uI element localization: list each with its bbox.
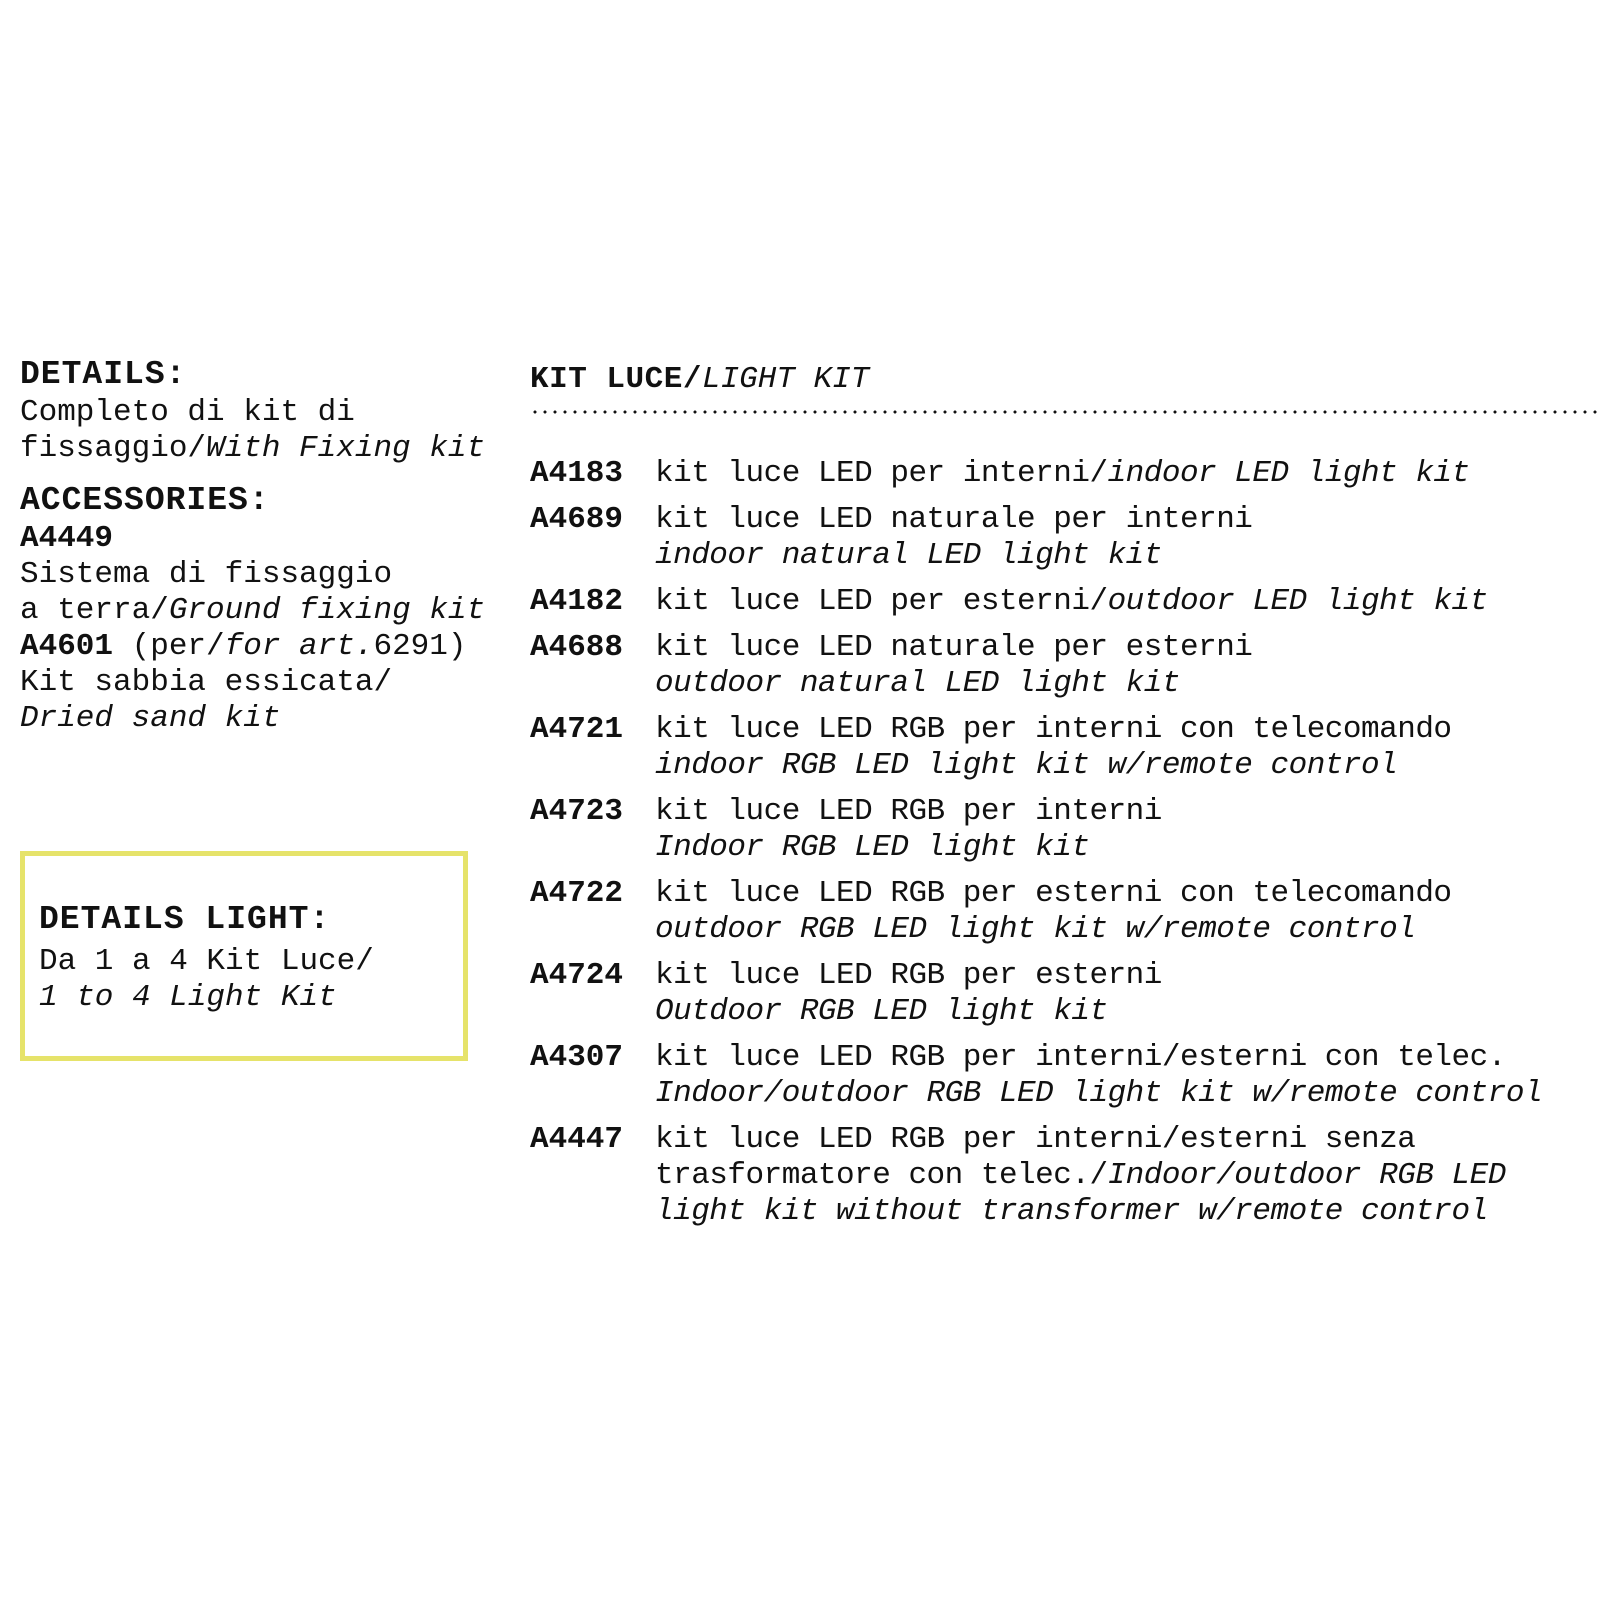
details-section	[20, 355, 510, 467]
kit-code: A4183	[530, 456, 624, 491]
kit-description-line	[655, 1040, 1600, 1076]
kit-row	[530, 1122, 1600, 1230]
kit-description-it: kit luce LED per interni/	[655, 456, 1108, 491]
details-light-box	[20, 851, 468, 1061]
accessory-item	[20, 521, 510, 629]
kit-description	[655, 1122, 1600, 1230]
accessory-code: A4449	[20, 521, 114, 556]
kit-description-en: light kit without transformer w/remote control	[655, 1194, 1488, 1229]
kit-description-it: kit luce LED naturale per esterni	[655, 630, 1253, 665]
accessory-line-2-en: Ground fixing kit	[168, 593, 486, 628]
kit-description-it: kit luce LED naturale per interni	[655, 502, 1253, 537]
kit-description-en: indoor LED light kit	[1107, 456, 1470, 491]
accessory-line-2-en: Dried sand kit	[20, 701, 281, 736]
details-line-1: Completo di kit di	[20, 395, 355, 430]
kit-row	[530, 794, 1600, 866]
kit-description-line	[655, 584, 1600, 620]
accessory-note-italic: for art.	[224, 629, 374, 664]
accessory-note-open: (per/	[113, 629, 225, 664]
kit-description-line	[655, 1076, 1600, 1112]
kit-description	[655, 456, 1600, 492]
kit-description-en: outdoor natural LED light kit	[655, 666, 1180, 701]
accessory-line-2-it: a terra/	[20, 593, 169, 628]
kit-code: A4182	[530, 584, 624, 619]
kit-code: A4723	[530, 794, 624, 829]
accessory-item	[20, 629, 510, 737]
kit-description-line	[655, 712, 1600, 748]
kit-description-line	[655, 1194, 1600, 1230]
kit-description-line	[655, 538, 1600, 574]
kit-description-line	[655, 666, 1600, 702]
kit-row	[530, 584, 1600, 620]
light-kit-title	[530, 360, 1600, 400]
kit-description-it: trasformatore con telec./	[655, 1158, 1108, 1193]
details-line-2-en: With Fixing kit	[206, 431, 486, 466]
kit-description-en: Indoor/outdoor RGB LED light kit w/remote control	[655, 1076, 1543, 1111]
kit-description	[655, 712, 1600, 784]
kit-row	[530, 456, 1600, 492]
kit-row	[530, 630, 1600, 702]
kit-code: A4307	[530, 1040, 624, 1075]
kit-description-en: indoor natural LED light kit	[655, 538, 1162, 573]
kit-description-en: Outdoor RGB LED light kit	[655, 994, 1108, 1029]
accessory-line-1: Kit sabbia essicata/	[20, 665, 393, 700]
kit-code: A4722	[530, 876, 624, 911]
details-light-line-2: 1 to 4 Light Kit	[39, 980, 337, 1015]
kit-description-it: kit luce LED RGB per interni/esterni senza	[655, 1122, 1416, 1157]
kit-code: A4724	[530, 958, 624, 993]
kit-description-line	[655, 876, 1600, 912]
details-line-2-it: fissaggio/	[20, 431, 207, 466]
kit-description	[655, 1040, 1600, 1112]
kit-description-line	[655, 502, 1600, 538]
light-kit-column	[530, 360, 1600, 1240]
kit-description-it: kit luce LED RGB per esterni con telecomando	[655, 876, 1452, 911]
details-light-line-1: Da 1 a 4 Kit Luce/	[39, 944, 374, 979]
kit-description-line	[655, 1158, 1600, 1194]
details-heading: DETAILS:	[20, 356, 187, 393]
kit-row	[530, 958, 1600, 1030]
kit-code: A4689	[530, 502, 624, 537]
kit-description-en: Indoor/outdoor RGB LED	[1107, 1158, 1506, 1193]
kit-description-en: outdoor RGB LED light kit w/remote control	[655, 912, 1416, 947]
kit-description-line	[655, 994, 1600, 1030]
kit-description-line	[655, 748, 1600, 784]
light-kit-title-en: LIGHT KIT	[701, 362, 870, 397]
kit-code: A4688	[530, 630, 624, 665]
kit-description-line	[655, 630, 1600, 666]
details-line-2	[20, 431, 510, 467]
kit-description-it: kit luce LED RGB per esterni	[655, 958, 1162, 993]
kit-row	[530, 876, 1600, 948]
accessories-section	[20, 481, 510, 737]
kit-description-it: kit luce LED RGB per interni/esterni con telec.	[655, 1040, 1506, 1075]
kit-code: A4721	[530, 712, 624, 747]
accessory-line-2	[20, 593, 510, 629]
details-light-heading: DETAILS LIGHT:	[39, 901, 331, 938]
kit-description-en: outdoor LED light kit	[1107, 584, 1488, 619]
kit-description-line	[655, 958, 1600, 994]
kit-row	[530, 502, 1600, 574]
kit-description-line	[655, 456, 1600, 492]
kit-description-line	[655, 794, 1600, 830]
kit-row	[530, 712, 1600, 784]
kit-row	[530, 1040, 1600, 1112]
kit-description	[655, 958, 1600, 1030]
dotted-divider	[530, 410, 1600, 414]
accessory-code-line	[20, 629, 510, 665]
kit-description	[655, 794, 1600, 866]
accessory-note-close: 6291)	[373, 629, 467, 664]
kit-description	[655, 584, 1600, 620]
kit-description	[655, 502, 1600, 574]
kit-code: A4447	[530, 1122, 624, 1157]
accessory-code: A4601	[20, 629, 114, 664]
accessory-line-1: Sistema di fissaggio	[20, 557, 393, 592]
kit-description-it: kit luce LED per esterni/	[655, 584, 1108, 619]
light-kit-title-it: KIT LUCE/	[530, 362, 702, 397]
kit-description	[655, 630, 1600, 702]
kit-description-en: indoor RGB LED light kit w/remote control	[655, 748, 1398, 783]
kit-description-it: kit luce LED RGB per interni	[655, 794, 1162, 829]
kit-description-line	[655, 1122, 1600, 1158]
kit-description	[655, 876, 1600, 948]
kit-description-en: Indoor RGB LED light kit	[655, 830, 1090, 865]
accessories-heading: ACCESSORIES:	[20, 482, 270, 519]
left-column	[20, 355, 510, 751]
kit-description-line	[655, 912, 1600, 948]
kit-description-it: kit luce LED RGB per interni con telecomando	[655, 712, 1452, 747]
light-kit-list	[530, 456, 1600, 1230]
kit-description-line	[655, 830, 1600, 866]
